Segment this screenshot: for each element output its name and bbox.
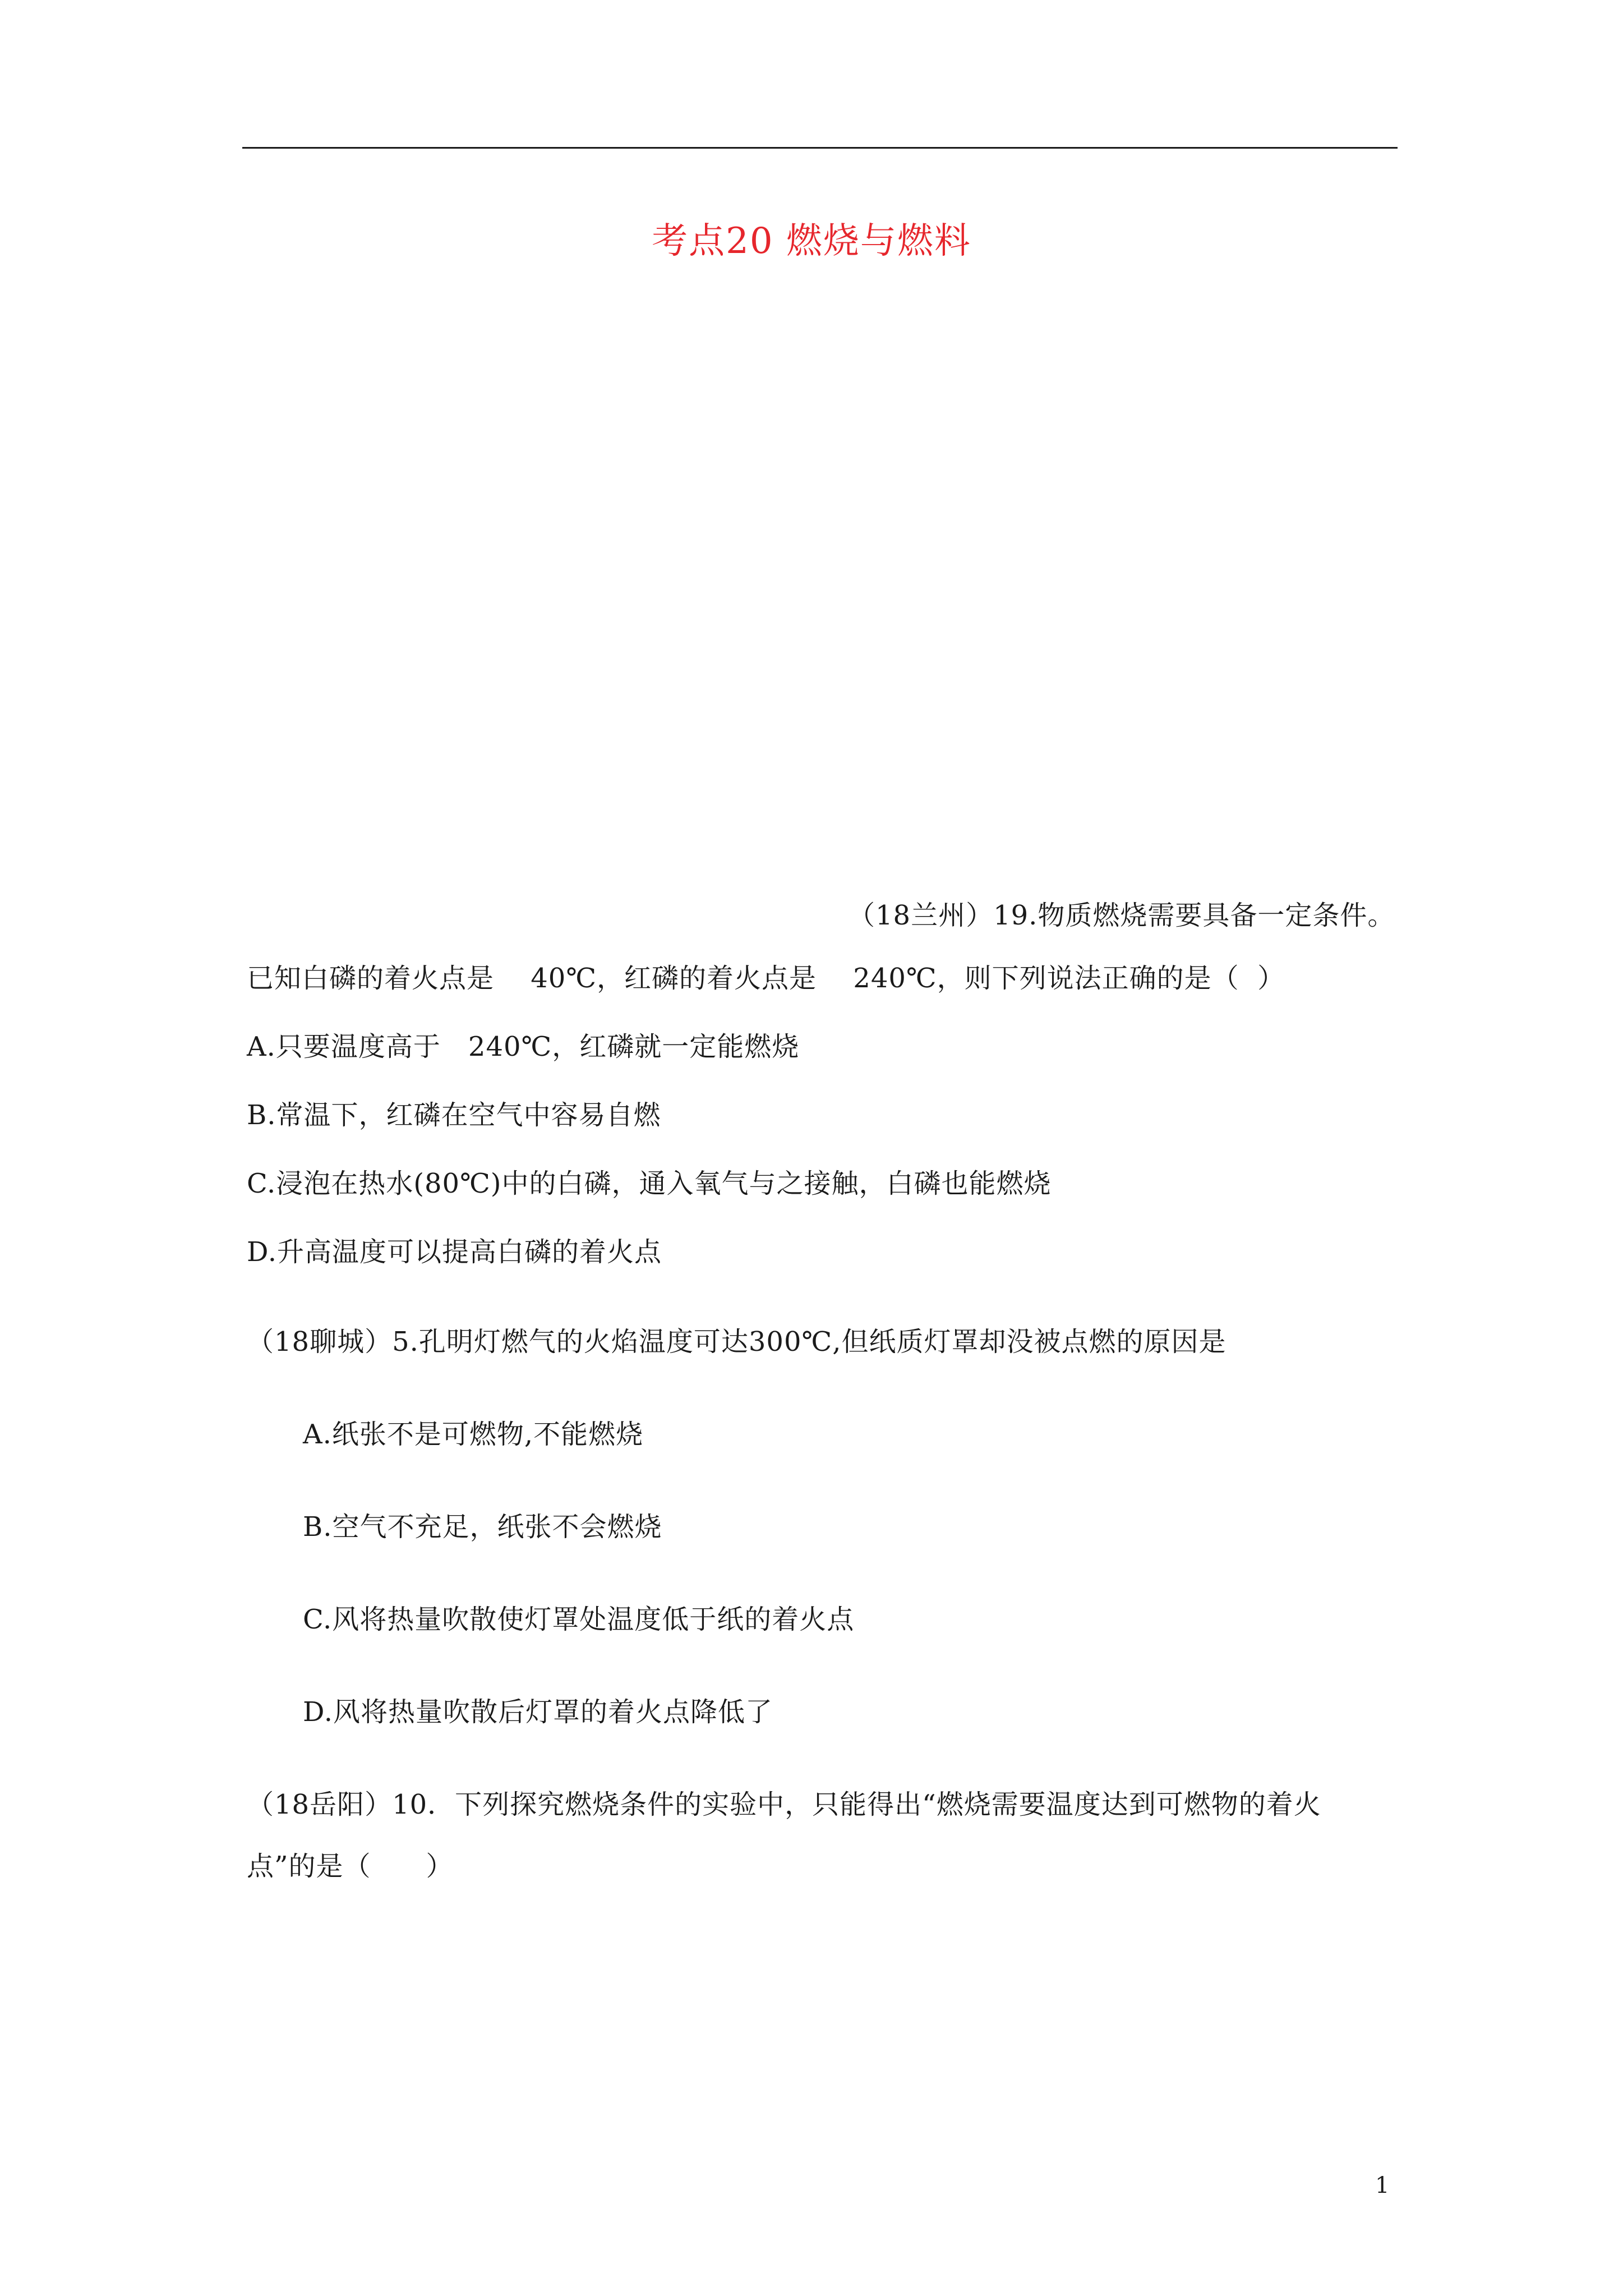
q2-stem: （18聊城）5.孔明灯燃气的火焰温度可达300℃,但纸质灯罩却没被点燃的原因是 (247, 1326, 1227, 1358)
q1-option-b: B.常温下，红磷在空气中容易自燃 (247, 1099, 661, 1131)
q2-option-a: A.纸张不是可燃物,不能燃烧 (303, 1419, 644, 1450)
q1-option-a: A.只要温度高于 240℃，红磷就一定能燃烧 (247, 1031, 800, 1062)
q2-option-d: D.风将热量吹散后灯罩的着火点降低了 (303, 1696, 773, 1728)
page-title: 考点20 燃烧与燃料 (652, 220, 971, 262)
q1-stem: 已知白磷的着火点是 40℃，红磷的着火点是 240℃，则下列说法正确的是（ ） (247, 963, 1285, 994)
q1-option-c: C.浸泡在热水(80℃)中的白磷，通入氧气与之接触，白磷也能燃烧 (247, 1168, 1052, 1199)
q2-option-c: C.风将热量吹散使灯罩处温度低于纸的着火点 (303, 1604, 855, 1635)
q1-intro: （18兰州）19.物质燃烧需要具备一定条件。 (848, 900, 1395, 931)
page-number: 1 (1375, 2173, 1390, 2198)
q1-option-d: D.升高温度可以提高白磷的着火点 (247, 1236, 662, 1268)
q2-option-b: B.空气不充足，纸张不会燃烧 (303, 1511, 662, 1543)
header-rule (242, 147, 1398, 149)
q3-stem-line1: （18岳阳）10．下列探究燃烧条件的实验中，只能得出“燃烧需要温度达到可燃物的着火 (247, 1789, 1321, 1820)
q3-stem-line2: 点”的是（ ） (247, 1851, 454, 1882)
